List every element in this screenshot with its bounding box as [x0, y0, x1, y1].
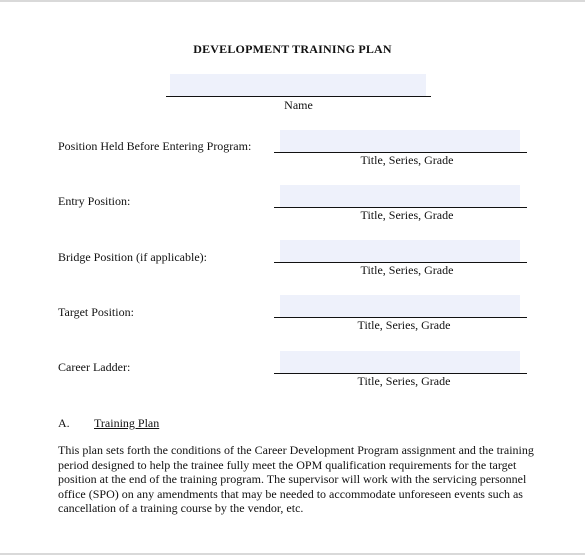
- paragraph-line: position at the end of the training program. The supervisor will work with the servicing personnel: [58, 472, 527, 487]
- name-caption: Name: [284, 98, 313, 112]
- paragraph-line: period designed to help the trainee fully meet the OPM qualification requirements for the target: [58, 457, 517, 472]
- position-before-caption: Title, Series, Grade: [360, 153, 454, 167]
- paragraph-line: This plan sets forth the conditions of the Career Development Program assignment and the training: [58, 443, 534, 457]
- document-title: DEVELOPMENT TRAINING PLAN: [193, 42, 392, 56]
- position-before-input[interactable]: [280, 130, 520, 152]
- career-ladder-input[interactable]: [280, 351, 520, 373]
- section-letter: A.: [58, 416, 70, 430]
- training-plan-paragraph: [58, 443, 538, 516]
- name-underline: [166, 96, 431, 97]
- position-before-label: Position Held Before Entering Program:: [58, 139, 252, 153]
- bridge-position-caption: Title, Series, Grade: [360, 263, 454, 277]
- target-position-label: Target Position:: [58, 305, 134, 319]
- career-ladder-caption: Title, Series, Grade: [357, 374, 451, 388]
- target-position-input[interactable]: [280, 295, 520, 317]
- paragraph-line: office (SPO) on any amendments that may be needed to accommodate unforeseen events such as: [58, 486, 523, 501]
- target-position-caption: Title, Series, Grade: [357, 318, 451, 332]
- page-top-edge: [0, 0, 585, 2]
- career-ladder-label: Career Ladder:: [58, 360, 131, 374]
- paragraph-line: cancellation of a training course by the vendor, etc.: [58, 501, 304, 516]
- section-title: Training Plan: [94, 416, 160, 430]
- bridge-position-input[interactable]: [280, 240, 520, 262]
- entry-position-label: Entry Position:: [58, 194, 131, 208]
- entry-position-input[interactable]: [280, 185, 520, 207]
- entry-position-caption: Title, Series, Grade: [360, 208, 454, 222]
- bridge-position-label: Bridge Position (if applicable):: [58, 250, 207, 264]
- name-input-field[interactable]: [170, 74, 426, 96]
